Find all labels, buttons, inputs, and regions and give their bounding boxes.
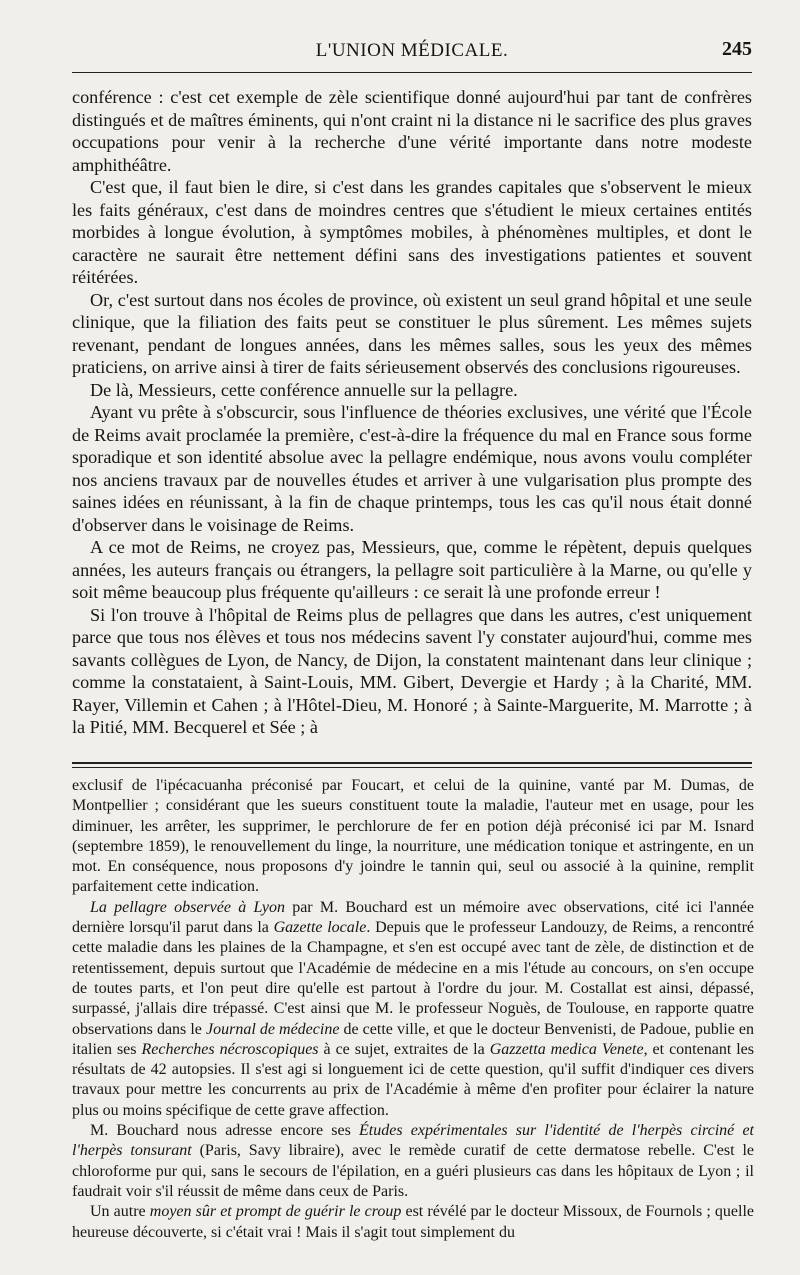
body-paragraph: De là, Messieurs, cette conférence annuelle sur la pellagre. <box>90 379 518 400</box>
header-rule <box>72 72 752 73</box>
body-paragraph: C'est que, il faut bien le dire, si c'est dans les grandes capitales que s'observent le mieux les faits généraux, c'est dans de moindres centres que s'étudient le mieux certaines entités morbides à longue évolution, à symptômes mobiles, à phénomènes multiples, et dont le caractère ne saurait être nettement défini sans des investigations patientes et souvent réitérées. <box>72 177 752 287</box>
body-paragraph: A ce mot de Reims, ne croyez pas, Messieurs, que, comme le répètent, depuis quelques années, les auteurs français ou étrangers, la pellagre soit particulière à la Marne, ou qu'elle y soit même beaucoup plus fréquente qu'ailleurs : ce serait là une profonde erreur ! <box>72 537 752 602</box>
body-paragraph: Or, c'est surtout dans nos écoles de province, où existent un seul grand hôpital et une seule clinique, que la filiation des faits peut se constituer le plus sûrement. Les mêmes sujets revenant, pendant de longues années, dans les mêmes salles, sous les yeux des mêmes praticiens, on arrive ainsi à tirer de faits sérieusement observés des conclusions rigoureuses. <box>72 289 752 377</box>
note-paragraph: exclusif de l'ipécacuanha préconisé par Foucart, et celui de la quinine, vanté par M. Dumas, de Montpellier ; considérant que les sueurs constituent toute la maladie, l'auteur met en usage, pour les diminuer, les arrêter, les supprimer, le perchlorure de fer en potion déjà préconisé ici par M. Isnard (septembre 1859), le renouvellement du linge, la nourriture, une médication tonique et astringente, en un mot. En conséquence, nous proposons d'y joindre le tannin qui, seul ou associé à la quinine, remplit parfaitement cette indication. <box>72 777 754 896</box>
running-title: L'UNION MÉDICALE. <box>315 40 509 61</box>
note-paragraph: M. Bouchard nous adresse encore ses Études expérimentales sur l'identité de l'herpès circiné et l'herpès tonsurant (Paris, Savy libraire), avec le remède curatif de cette dermatose rebelle. C'est le chloroforme pur qui, sans le secours de l'épilation, en a guéri plusieurs cas dans les hôpitaux de Lyon ; il faudrait voir s'il réussit de même dans ceux de Paris. <box>72 1122 755 1200</box>
body-paragraph: conférence : c'est cet exemple de zèle scientifique donné aujourd'hui par tant de confrères distingués et de maîtres éminents, qui n'ont craint ni la distance ni le sacrifice des plus graves occupations pour venir à la recherche d'une vérité importante dans notre modeste amphithéâtre. <box>72 87 752 175</box>
main-text <box>72 86 752 739</box>
notes-rule-thick <box>72 762 752 764</box>
body-paragraph: Si l'on trouve à l'hôpital de Reims plus de pellagres que dans les autres, c'est uniquement parce que tous nos élèves et tous nos médecins savent l'y constater aujourd'hui, comme mes savants collègues de Lyon, de Nancy, de Dijon, la constatent maintenant dans leur clinique ; comme la constataient, à Saint-Louis, MM. Gibert, Devergie et Hardy ; à la Charité, MM. Rayer, Villemin et Cahen ; à l'Hôtel-Dieu, M. Honoré ; à Sainte-Marguerite, M. Marrotte ; à la Pitié, MM. Becquerel et Sée ; à <box>72 604 752 737</box>
feuilleton-notes <box>72 776 754 1243</box>
note-paragraph: La pellagre observée à Lyon par M. Bouchard est un mémoire avec observations, cité ici l'année dernière lorsqu'il parut dans la Gazette locale. Depuis que le professeur Landouzy, de Reims, a rencontré cette maladie dans les plaines de la Champagne, et s'en est occupé avec tant de zèle, de distinction et de retentissement, depuis surtout que l'Académie de médecine en a mis l'étude au concours, on s'en occupe de toutes parts, et l'on peut dire qu'elle est partout à l'ordre du jour. M. Costallat est ainsi, dépassé, surpassé, j'allais dire trépassé. C'est ainsi que M. le professeur Noguès, de Toulouse, en rapporte quatre observations dans le Journal de médecine de cette ville, et que le docteur Benvenisti, de Padoue, publie en italien ses Recherches nécroscopiques à ce sujet, extraites de la Gazzetta medica Venete, et contenant les résultats de 42 autopsies. Il s'est agi si longuement ici de cette question, qu'il suffit d'indiquer ces divers travaux pour mettre les concurrents au prix de l'Académie à même d'en profiter pour éclairer la nature plus ou moins spécifique de cette grave affection. <box>72 898 755 1119</box>
note-paragraph: Un autre moyen sûr et prompt de guérir le croup est révélé par le docteur Missoux, de Fournols ; quelle heureuse découverte, si c'était vrai ! Mais il s'agit tout simplement du <box>72 1203 754 1241</box>
notes-rule-thin <box>72 767 752 768</box>
body-paragraph: Ayant vu prête à s'obscurcir, sous l'influence de théories exclusives, une vérité que l'École de Reims avait proclamée la première, c'est-à-dire la fréquence du mal en France sous forme sporadique et son identité absolue avec la pellagre endémique, nous avons voulu compléter nos anciens travaux par de nouvelles études et arriver à une vulgarisation plus prompte des saines idées en réunissant, à la fin de chaque printemps, tous les cas qu'il nous était donné d'observer dans le voisinage de Reims. <box>72 402 752 535</box>
page-header <box>72 38 752 68</box>
page-number: 245 <box>722 38 752 60</box>
